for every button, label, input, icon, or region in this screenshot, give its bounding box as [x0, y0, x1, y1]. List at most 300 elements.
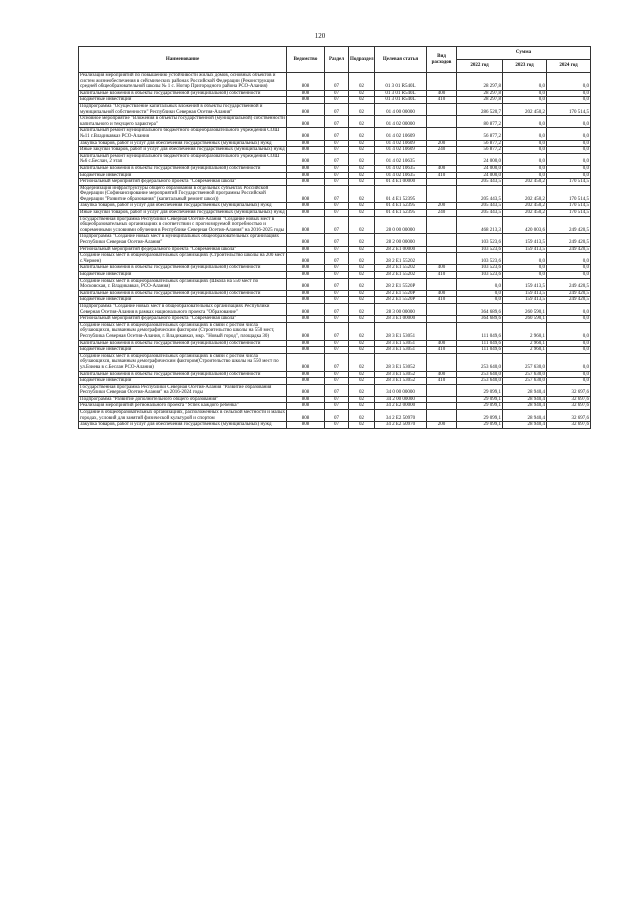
cell-ved: 808	[287, 290, 325, 297]
cell-sum-2022: 0,0	[457, 290, 503, 297]
cell-podrazdel: 02	[349, 234, 375, 246]
cell-sum-2023: 159 413,5	[503, 246, 547, 253]
cell-sum-2023: 260 590,1	[503, 303, 547, 315]
cell-sum-2024: 0,0	[547, 116, 591, 128]
cell-sum-2022: 24 000,0	[457, 165, 503, 172]
cell-ved: 808	[287, 179, 325, 186]
cell-name: Капитальные вложения в объекты государственной (муниципальной) собственности	[79, 90, 287, 97]
table-row	[79, 340, 591, 347]
cell-csr: 28 3 E1 53052	[375, 378, 427, 385]
cell-csr: 34 0 00 00000	[375, 384, 427, 396]
cell-name: Подпрограмма "Осуществление капитальных вложений в объекты государственной и муниципальной собственности" Республики Северная Осетия-Алания"	[79, 103, 287, 115]
table-row	[79, 128, 591, 140]
cell-sum-2022: 29 099,1	[457, 422, 503, 429]
table-row	[79, 384, 591, 396]
table-row	[79, 297, 591, 304]
cell-razdel: 07	[325, 303, 349, 315]
cell-sum-2022: 56 877,2	[457, 128, 503, 140]
cell-razdel: 07	[325, 246, 349, 253]
cell-sum-2022: 253 640,0	[457, 353, 503, 371]
table-row	[79, 97, 591, 104]
cell-razdel: 07	[325, 265, 349, 272]
cell-podrazdel: 02	[349, 297, 375, 304]
cell-vr	[427, 103, 457, 115]
cell-ved: 808	[287, 216, 325, 234]
cell-podrazdel: 02	[349, 185, 375, 203]
cell-razdel: 07	[325, 422, 349, 429]
header-year-2022: 2022 год	[457, 60, 503, 73]
cell-csr: 28 3 00 00000	[375, 303, 427, 315]
cell-sum-2024: 0,0	[547, 73, 591, 91]
cell-sum-2022: 103 523,6	[457, 253, 503, 265]
cell-podrazdel: 02	[349, 140, 375, 147]
cell-ved: 808	[287, 210, 325, 217]
cell-podrazdel: 02	[349, 246, 375, 253]
cell-csr: 28 2 E1 55202	[375, 253, 427, 265]
table-row	[79, 153, 591, 165]
cell-razdel: 07	[325, 97, 349, 104]
cell-sum-2022: 29 099,1	[457, 384, 503, 396]
cell-sum-2022: 24 000,0	[457, 153, 503, 165]
cell-sum-2024: 0,0	[547, 322, 591, 340]
cell-csr: 28 0 00 00000	[375, 216, 427, 234]
table-row	[79, 203, 591, 210]
cell-vr: 410	[427, 172, 457, 179]
table-row	[79, 103, 591, 115]
cell-csr: 28 2 E1 5520P	[375, 278, 427, 290]
cell-vr	[427, 73, 457, 91]
cell-name: Капитальные вложения в объекты государственной (муниципальной) собственности	[79, 165, 287, 172]
cell-vr	[427, 116, 457, 128]
cell-sum-2024: 0,0	[547, 147, 591, 154]
cell-razdel: 07	[325, 172, 349, 179]
cell-podrazdel: 02	[349, 303, 375, 315]
cell-name: Создание новых мест в общеобразовательных организациях (Школа на 550 мест по Московская, г. Владикавказ, РСО-Алания)	[79, 278, 287, 290]
cell-sum-2024: 249 420,5	[547, 290, 591, 297]
cell-razdel: 07	[325, 179, 349, 186]
cell-csr: 28 2 E1 5520P	[375, 297, 427, 304]
cell-podrazdel: 02	[349, 378, 375, 385]
cell-sum-2024: 170 514,5	[547, 185, 591, 203]
cell-sum-2022: 56 877,2	[457, 147, 503, 154]
cell-vr	[427, 278, 457, 290]
cell-razdel: 07	[325, 403, 349, 410]
table-row	[79, 353, 591, 371]
cell-name: Капитальный ремонт муниципального бюджетного общеобразовательного учреждения СОШ №6 с.Беслан, 2 этап	[79, 153, 287, 165]
cell-sum-2023: 0,0	[503, 140, 547, 147]
table-row	[79, 347, 591, 354]
table-row	[79, 290, 591, 297]
cell-sum-2023: 257 630,0	[503, 353, 547, 371]
cell-ved: 808	[287, 153, 325, 165]
cell-podrazdel: 02	[349, 165, 375, 172]
cell-ved: 808	[287, 103, 325, 115]
cell-ved: 808	[287, 278, 325, 290]
cell-sum-2024: 0,0	[547, 371, 591, 378]
cell-sum-2023: 260 590,1	[503, 316, 547, 323]
cell-sum-2023: 257 630,0	[503, 371, 547, 378]
cell-name: Создание новых мест в общеобразовательных организациях в связи с ростом числа обучающихся, вызванным демографическим фактором (Строительство школы на 550 мест, Республика Северная Осетия-Алания, г. Владикавказ, мкр. "Новый город", площадка 30)	[79, 322, 287, 340]
cell-ved: 808	[287, 73, 325, 91]
cell-vr	[427, 246, 457, 253]
cell-sum-2023: 2 960,1	[503, 322, 547, 340]
cell-name: Региональный мероприятий федерального проекта "Современная школа"	[79, 316, 287, 323]
cell-sum-2024: 249 420,5	[547, 216, 591, 234]
cell-csr: 28 3 E1 53052	[375, 353, 427, 371]
cell-podrazdel: 02	[349, 371, 375, 378]
cell-sum-2024: 249 420,5	[547, 246, 591, 253]
cell-razdel: 07	[325, 90, 349, 97]
cell-name: Закупка товаров, работ и услуг для обеспечения государственных (муниципальных) нужд	[79, 140, 287, 147]
cell-sum-2023: 159 413,5	[503, 278, 547, 290]
cell-podrazdel: 02	[349, 179, 375, 186]
cell-ved: 808	[287, 396, 325, 403]
header-razdel: Раздел	[325, 47, 349, 73]
cell-csr: 01 3 01 R540L	[375, 97, 427, 104]
cell-sum-2022: 205 443,5	[457, 210, 503, 217]
cell-sum-2023: 420 003,6	[503, 216, 547, 234]
cell-sum-2023: 202 450,2	[503, 203, 547, 210]
cell-razdel: 07	[325, 290, 349, 297]
cell-podrazdel: 02	[349, 290, 375, 297]
cell-name: Государственная программа Республики Северная Осетия-Алания "Создание новых мест в общеобразовательных организациях в соответствии с прогнозируемой потребностью и современными условиями обучения в Республике Северная Осетия-Алания" на 2016-2025 годы	[79, 216, 287, 234]
cell-sum-2024: 249 420,5	[547, 278, 591, 290]
cell-sum-2022: 29 099,1	[457, 403, 503, 410]
cell-ved: 808	[287, 185, 325, 203]
cell-sum-2022: 28 297,8	[457, 97, 503, 104]
cell-sum-2023: 0,0	[503, 153, 547, 165]
cell-podrazdel: 02	[349, 322, 375, 340]
cell-csr: 01 4 02 10609	[375, 128, 427, 140]
table-row	[79, 185, 591, 203]
cell-sum-2023: 0,0	[503, 73, 547, 91]
cell-sum-2023: 28 940,4	[503, 422, 547, 429]
cell-razdel: 07	[325, 216, 349, 234]
cell-razdel: 07	[325, 165, 349, 172]
cell-ved: 808	[287, 378, 325, 385]
cell-vr: 410	[427, 347, 457, 354]
cell-sum-2023: 0,0	[503, 165, 547, 172]
cell-csr: 01 4 00 00000	[375, 103, 427, 115]
cell-razdel: 07	[325, 153, 349, 165]
cell-sum-2024: 32 697,6	[547, 396, 591, 403]
cell-ved: 808	[287, 316, 325, 323]
cell-vr: 400	[427, 340, 457, 347]
cell-sum-2023: 28 940,4	[503, 396, 547, 403]
cell-vr	[427, 403, 457, 410]
cell-sum-2023: 159 413,5	[503, 290, 547, 297]
cell-name: Государственная программа Республики Северная Осетия-Алания "Развитие образования Республики Северная Осетия-Алания" на 2016-2024 годы	[79, 384, 287, 396]
cell-podrazdel: 02	[349, 340, 375, 347]
cell-name: Реализация мероприятий по повышению устойчивости жилых домов, основных объектов и систем жизнеобеспечения в сейсмических районах Российской Федерации (Реконструкция средней общеобразовательной школы № 1 с. Ногир Пригородного района РСО-Алания)	[79, 73, 287, 91]
table-row	[79, 396, 591, 403]
cell-ved: 808	[287, 140, 325, 147]
table-row	[79, 253, 591, 265]
cell-razdel: 07	[325, 185, 349, 203]
cell-razdel: 07	[325, 128, 349, 140]
table-row	[79, 322, 591, 340]
header-year-2023: 2023 год	[503, 60, 547, 73]
cell-podrazdel: 02	[349, 422, 375, 429]
cell-name: Капитальные вложения в объекты государственной (муниципальной) собственности	[79, 265, 287, 272]
cell-razdel: 07	[325, 203, 349, 210]
cell-razdel: 07	[325, 140, 349, 147]
table-row	[79, 410, 591, 422]
cell-sum-2024: 0,0	[547, 165, 591, 172]
cell-name: Капитальные вложения в объекты государственной (муниципальной) собственности	[79, 340, 287, 347]
cell-csr: 34 2 E2 50970	[375, 410, 427, 422]
cell-razdel: 07	[325, 297, 349, 304]
cell-sum-2024: 0,0	[547, 303, 591, 315]
cell-sum-2022: 364 689,6	[457, 316, 503, 323]
cell-razdel: 07	[325, 316, 349, 323]
cell-sum-2022: 253 640,0	[457, 371, 503, 378]
cell-razdel: 07	[325, 384, 349, 396]
cell-sum-2024: 170 514,5	[547, 203, 591, 210]
cell-name: Реализация мероприятий регионального проекта "Успех каждого ребенка"	[79, 403, 287, 410]
cell-csr: 01 4 E1 52395	[375, 185, 427, 203]
cell-csr: 01 4 02 10609	[375, 147, 427, 154]
cell-name: Бюджетные инвестиции	[79, 347, 287, 354]
cell-ved: 808	[287, 116, 325, 128]
cell-razdel: 07	[325, 347, 349, 354]
cell-name: Капитальный ремонт муниципального бюджетного общеобразовательного учреждения СОШ №11 г.Владикавказ РСО-Алания	[79, 128, 287, 140]
cell-podrazdel: 02	[349, 353, 375, 371]
table-row	[79, 147, 591, 154]
cell-sum-2022: 29 099,1	[457, 410, 503, 422]
table-row	[79, 234, 591, 246]
cell-vr	[427, 322, 457, 340]
cell-name: Создание новых мест в общеобразовательных организациях (Строительство школы на 200 мест с.Чермен)	[80, 253, 285, 264]
cell-razdel: 07	[325, 116, 349, 128]
cell-razdel: 07	[325, 278, 349, 290]
cell-sum-2022: 103 523,6	[457, 272, 503, 279]
cell-sum-2024: 0,0	[547, 97, 591, 104]
table-row	[79, 179, 591, 186]
cell-name: Иные закупки товаров, работ и услуг для обеспечения государственных (муниципальных) нужд	[80, 210, 285, 216]
cell-sum-2022: 103 523,6	[457, 246, 503, 253]
header-sum: Сумма	[457, 47, 591, 60]
cell-ved: 808	[287, 253, 325, 265]
cell-podrazdel: 02	[349, 265, 375, 272]
cell-name: Подпрограмма "Создание новых мест в муниципальных общеобразовательных организациях Республики Северная Осетия-Алания"	[79, 234, 287, 246]
cell-vr: 400	[427, 265, 457, 272]
cell-name: Закупка товаров, работ и услуг для обеспечения государственных (муниципальных) нужд	[79, 422, 287, 429]
cell-podrazdel: 02	[349, 172, 375, 179]
cell-sum-2023: 28 940,4	[503, 410, 547, 422]
cell-ved: 808	[287, 384, 325, 396]
cell-vr: 240	[427, 210, 457, 217]
cell-vr: 200	[427, 140, 457, 147]
cell-name: Подпрограмма "Создание новых мест в общеобразовательных организациях Республики Северная Осетия-Алания в рамках национального проекта "Образование"	[79, 303, 287, 315]
cell-podrazdel: 02	[349, 253, 375, 265]
cell-vr	[427, 410, 457, 422]
cell-csr: 01 4 02 10635	[375, 153, 427, 165]
cell-vr	[427, 316, 457, 323]
cell-podrazdel: 02	[349, 90, 375, 97]
cell-sum-2023: 202 450,2	[503, 185, 547, 203]
table-row	[79, 172, 591, 179]
table-row	[79, 165, 591, 172]
cell-sum-2022: 286 520,7	[457, 103, 503, 115]
cell-podrazdel: 02	[349, 278, 375, 290]
cell-sum-2024: 32 697,6	[547, 403, 591, 410]
cell-podrazdel: 02	[349, 347, 375, 354]
cell-sum-2024: 0,0	[547, 340, 591, 347]
cell-sum-2023: 0,0	[503, 172, 547, 179]
cell-name: Региональный мероприятий федерального проекта "Современная школа"	[79, 179, 287, 186]
cell-sum-2023: 2 960,1	[503, 340, 547, 347]
table-row	[79, 378, 591, 385]
cell-razdel: 07	[325, 272, 349, 279]
cell-razdel: 07	[325, 378, 349, 385]
cell-sum-2024: 0,0	[547, 153, 591, 165]
cell-sum-2022: 111 049,6	[457, 340, 503, 347]
cell-ved: 808	[287, 297, 325, 304]
cell-csr: 28 3 E1 53052	[375, 371, 427, 378]
cell-sum-2022: 0,0	[457, 297, 503, 304]
cell-ved: 808	[287, 128, 325, 140]
cell-vr: 410	[427, 97, 457, 104]
cell-sum-2023: 28 940,4	[503, 384, 547, 396]
cell-csr: 01 4 E1 52395	[375, 210, 427, 217]
cell-ved: 808	[287, 347, 325, 354]
cell-csr: 28 3 E1 00000	[375, 316, 427, 323]
cell-sum-2024: 32 697,6	[547, 422, 591, 429]
budget-table	[78, 46, 591, 429]
table-row	[79, 140, 591, 147]
cell-name: Бюджетные инвестиции	[79, 378, 287, 385]
cell-sum-2022: 29 099,1	[457, 396, 503, 403]
cell-name: Закупка товаров, работ и услуг для обеспечения государственных (муниципальных) нужд	[79, 203, 287, 210]
table-row	[79, 371, 591, 378]
table-row	[79, 272, 591, 279]
cell-csr: 28 3 E1 53051	[375, 347, 427, 354]
cell-ved: 808	[287, 371, 325, 378]
cell-razdel: 07	[325, 103, 349, 115]
cell-sum-2023: 202 450,2	[503, 103, 547, 115]
cell-sum-2022: 28 297,8	[457, 73, 503, 91]
cell-razdel: 07	[325, 253, 349, 265]
cell-sum-2024: 0,0	[547, 272, 591, 279]
cell-ved: 808	[287, 165, 325, 172]
cell-vr	[427, 353, 457, 371]
cell-razdel: 07	[325, 147, 349, 154]
cell-csr: 01 4 02 10609	[375, 140, 427, 147]
cell-podrazdel: 02	[349, 203, 375, 210]
cell-sum-2023: 0,0	[503, 97, 547, 104]
cell-sum-2024: 0,0	[547, 353, 591, 371]
cell-ved: 808	[287, 353, 325, 371]
cell-sum-2023: 257 630,0	[503, 378, 547, 385]
cell-sum-2022: 111 049,6	[457, 347, 503, 354]
cell-sum-2022: 0,0	[457, 278, 503, 290]
cell-ved: 808	[287, 403, 325, 410]
cell-sum-2023: 0,0	[503, 147, 547, 154]
cell-vr	[427, 303, 457, 315]
cell-csr: 34 2 00 00000	[375, 396, 427, 403]
cell-csr: 28 2 E1 55202	[375, 265, 427, 272]
cell-razdel: 07	[325, 340, 349, 347]
cell-name: Создание новых мест в общеобразовательных организациях в связи с ростом числа обучающихся, вызванным демографическим фактором(Строительство школы на 550 мест по ул.Бзиева в с.Беслан РСО-Алания)	[79, 353, 287, 371]
header-year-2024: 2024 год	[547, 60, 591, 73]
cell-sum-2022: 205 443,5	[457, 203, 503, 210]
cell-sum-2023: 159 413,5	[503, 234, 547, 246]
table-row	[79, 216, 591, 234]
cell-ved: 808	[287, 97, 325, 104]
cell-sum-2023: 0,0	[503, 265, 547, 272]
cell-podrazdel: 02	[349, 73, 375, 91]
cell-sum-2023: 159 413,5	[503, 297, 547, 304]
cell-csr: 34 2 E2 00000	[375, 403, 427, 410]
cell-podrazdel: 02	[349, 316, 375, 323]
cell-razdel: 07	[325, 396, 349, 403]
cell-sum-2022: 253 640,0	[457, 378, 503, 385]
cell-razdel: 07	[325, 210, 349, 217]
cell-ved: 808	[287, 234, 325, 246]
cell-sum-2024: 0,0	[547, 378, 591, 385]
cell-podrazdel: 02	[349, 103, 375, 115]
cell-csr: 01 4 E1 52395	[375, 203, 427, 210]
cell-ved: 808	[287, 303, 325, 315]
cell-sum-2022: 103 523,6	[457, 234, 503, 246]
cell-sum-2024: 0,0	[547, 172, 591, 179]
table-body	[79, 73, 591, 429]
cell-name: Бюджетные инвестиции	[79, 297, 287, 304]
cell-sum-2024: 0,0	[547, 90, 591, 97]
cell-sum-2023: 28 940,4	[503, 403, 547, 410]
cell-sum-2023: 0,0	[503, 116, 547, 128]
cell-vr: 410	[427, 272, 457, 279]
cell-razdel: 07	[325, 353, 349, 371]
cell-vr	[427, 253, 457, 265]
table-row	[79, 303, 591, 315]
cell-sum-2024: 170 514,5	[547, 210, 591, 217]
cell-vr: 400	[427, 290, 457, 297]
cell-sum-2022: 103 523,6	[457, 265, 503, 272]
cell-podrazdel: 02	[349, 396, 375, 403]
cell-csr: 28 2 00 00000	[375, 234, 427, 246]
header-ved: Ведомство	[287, 47, 325, 73]
cell-csr: 28 3 E1 53051	[375, 322, 427, 340]
cell-vr: 410	[427, 378, 457, 385]
header-vr: Вид расходов	[427, 47, 457, 73]
cell-sum-2024: 0,0	[547, 347, 591, 354]
cell-csr: 28 2 E1 00000	[375, 246, 427, 253]
cell-sum-2024: 0,0	[547, 265, 591, 272]
cell-ved: 808	[287, 90, 325, 97]
cell-sum-2022: 24 000,0	[457, 172, 503, 179]
cell-ved: 808	[287, 340, 325, 347]
cell-sum-2024: 0,0	[547, 128, 591, 140]
cell-ved: 808	[287, 172, 325, 179]
cell-ved: 808	[287, 272, 325, 279]
cell-podrazdel: 02	[349, 272, 375, 279]
table-row	[79, 73, 591, 91]
cell-podrazdel: 02	[349, 97, 375, 104]
table-row	[79, 316, 591, 323]
table-row	[79, 265, 591, 272]
cell-podrazdel: 02	[349, 384, 375, 396]
cell-sum-2023: 0,0	[503, 90, 547, 97]
cell-ved: 808	[287, 246, 325, 253]
cell-name: Основное мероприятие "Вложения в объекты государственной (муниципальной) собственности капитального и текущего характера"	[80, 116, 285, 127]
table-row	[79, 246, 591, 253]
cell-sum-2022: 364 689,6	[457, 303, 503, 315]
cell-vr	[427, 396, 457, 403]
table-row	[79, 210, 591, 217]
cell-csr: 01 4 02 00000	[375, 116, 427, 128]
